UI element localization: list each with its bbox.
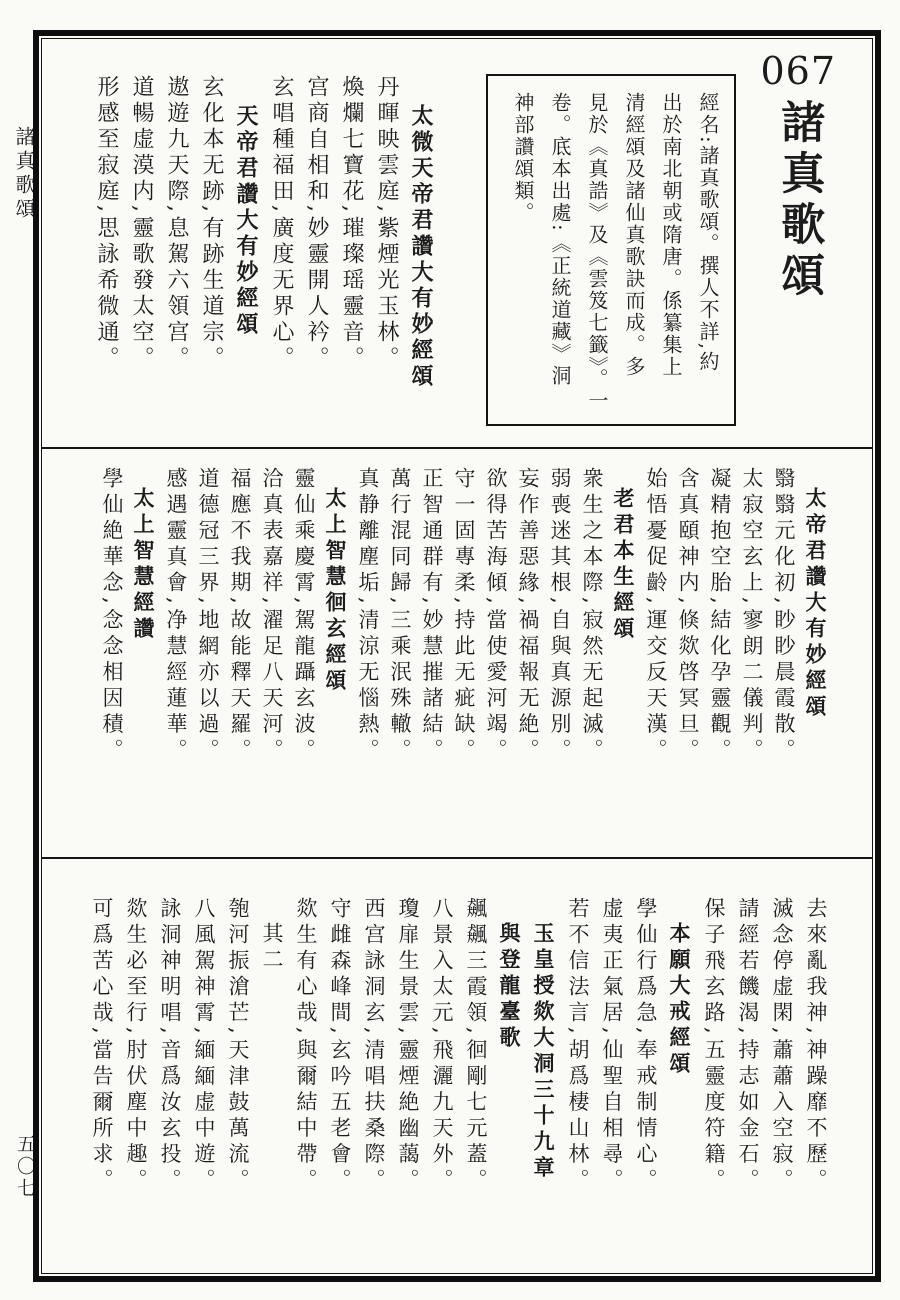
verse-column: 道暢虚漠内,靈歌發太空。 <box>129 75 154 372</box>
verse-column: 真静離塵垢,清涼无惱熱。 <box>356 467 380 765</box>
heading-column: 老君本生經頌 <box>611 487 636 643</box>
verse-column: 瓊扉生景雲,靈煙絶幽藹。 <box>396 897 420 1195</box>
colophon-line: 經名:諸真歌頌。撰人不詳,約 <box>696 92 720 374</box>
heading-column: 玉皇授欻大洞三十九章 <box>531 922 556 1182</box>
verse-column: 翳翳元化初,眇眇晨霞散。 <box>772 467 796 765</box>
verse-column: 若不信法言,胡爲棲山林。 <box>566 897 590 1195</box>
verse-column: 虚夷正氣居,仙聖自相尋。 <box>600 897 624 1195</box>
verse-column: 八景入太元,飛灑九天外。 <box>430 897 454 1195</box>
verse-column: 道德冠三界,地網亦以過。 <box>196 467 220 765</box>
heading-column: 太上智慧經讚 <box>131 487 156 643</box>
verse-column: 學仙絶華念,念念相因積。 <box>100 467 124 765</box>
verse-column: 滅念停虚閑,蕭蕭入空寂。 <box>770 897 794 1195</box>
verse-column: 玄唱種福田,廣度无界心。 <box>269 75 294 372</box>
verse-column: 守雌森峰間,玄吟五老會。 <box>328 897 352 1195</box>
section-middle <box>42 449 872 857</box>
page-frame-inner <box>41 38 873 1274</box>
verse-column: 欲得苦海傾,當使愛河竭。 <box>484 467 508 765</box>
verse-column: 八風駕神霄,緬緬虚中遊。 <box>192 897 216 1195</box>
verse-column: 遨遊九天際,息駕六領宫。 <box>164 75 189 372</box>
heading-column: 太上智慧徊玄經頌 <box>323 487 348 695</box>
verse-column: 弱喪迷其根,自與真源別。 <box>548 467 572 765</box>
verse-column: 玄化本无跡,有跡生道宗。 <box>199 75 224 372</box>
colophon-line: 出於南北朝或隋唐。係纂集上 <box>659 92 683 378</box>
heading-column: 與登龍臺歌 <box>497 922 522 1052</box>
verse-column: 含真頤神内,倏欻啓冥旦。 <box>676 467 700 765</box>
verse-column: 萬行混同歸,三乘泯殊轍。 <box>388 467 412 765</box>
title-block <box>760 51 836 303</box>
verse-column: 請經若饑渴,持志如金石。 <box>736 897 760 1195</box>
verse-column: 欻生必至行,肘伏塵中趣。 <box>124 897 148 1195</box>
verse-column: 太寂空玄上,寥朗二儀判。 <box>740 467 764 765</box>
verse-column: 始悟憂促齡,運交反天漢。 <box>644 467 668 765</box>
section-bottom <box>42 859 872 1273</box>
verse-column: 守一固專柔,持此无疵缺。 <box>452 467 476 765</box>
colophon-text <box>488 76 732 424</box>
heading-column: 太帝君讚大有妙經頌 <box>803 487 828 721</box>
verse-column: 正智通群有,妙慧摧諸結。 <box>420 467 444 765</box>
verse-column: 宫商自相和,妙靈開人衿。 <box>304 75 329 372</box>
verse-column: 西宫詠洞玄,清唱扶桑際。 <box>362 897 386 1195</box>
verse-column: 煥爛七寶花,璀璨瑶靈音。 <box>339 75 364 372</box>
verse-column: 衆生之本際,寂然无起滅。 <box>580 467 604 765</box>
colophon-line: 清經頌及諸仙真歌訣而成。多 <box>622 92 646 378</box>
verse-column: 福應不我期,故能釋天羅。 <box>228 467 252 765</box>
heading-column: 本願大戒經頌 <box>667 922 692 1078</box>
verse-column: 學仙行爲急,奉戒制情心。 <box>634 897 658 1195</box>
colophon-line: 見於《真誥》及《雲笈七籤》。一 <box>585 92 609 412</box>
verse-column: 丹暉映雲庭,紫煙光玉林。 <box>374 75 399 372</box>
verse-column: 洽真表嘉祥,濯足八天河。 <box>260 467 284 765</box>
verse-columns-bottom <box>78 859 872 1273</box>
page-frame <box>33 30 881 1282</box>
folio-page-number: 五〇七 <box>14 1134 36 1200</box>
verse-column: 形感至寂庭,思詠希微通。 <box>94 75 119 372</box>
verse-column: 保子飛玄路,五靈度符籍。 <box>702 897 726 1195</box>
verse-column: 欻生有心哉,與爾結中帶。 <box>294 897 318 1195</box>
section-top <box>42 39 872 447</box>
verse-column: 妄作善惡緣,禍福報无絶。 <box>516 467 540 765</box>
serial-number: 067 <box>760 49 836 93</box>
verse-columns-top <box>82 39 432 447</box>
heading-column: 太微天帝君讚大有妙經頌 <box>408 104 434 390</box>
margin-book-title: 諸真歌頌 <box>12 126 36 222</box>
verse-column: 凝精抱空胎,結化孕靈觀。 <box>708 467 732 765</box>
colophon-line: 神部讚頌類。 <box>511 92 535 224</box>
colophon-line: 卷。底本出處:《正統道藏》洞 <box>548 92 572 387</box>
heading-column: 天帝君讚大有妙經頌 <box>233 104 259 338</box>
verse-column: 飆飆三霞領,徊剛七元蓋。 <box>464 897 488 1195</box>
colophon-box <box>486 74 736 426</box>
subheading-column: 其二 <box>260 922 284 974</box>
verse-columns-middle <box>90 449 872 857</box>
verse-column: 感遇靈真會,净慧經蓮華。 <box>164 467 188 765</box>
verse-column: 詠洞神明唱,音爲汝玄投。 <box>158 897 182 1195</box>
verse-column: 去來亂我神,神躁靡不歷。 <box>804 897 828 1195</box>
page-title: 諸真歌頌 <box>773 98 825 303</box>
verse-column: 靈仙乘慶霄,駕龍躡玄波。 <box>292 467 316 765</box>
verse-column: 可爲苦心哉,當告爾所求。 <box>90 897 114 1195</box>
verse-column: 匏河振滄芒,天津鼓萬流。 <box>226 897 250 1195</box>
